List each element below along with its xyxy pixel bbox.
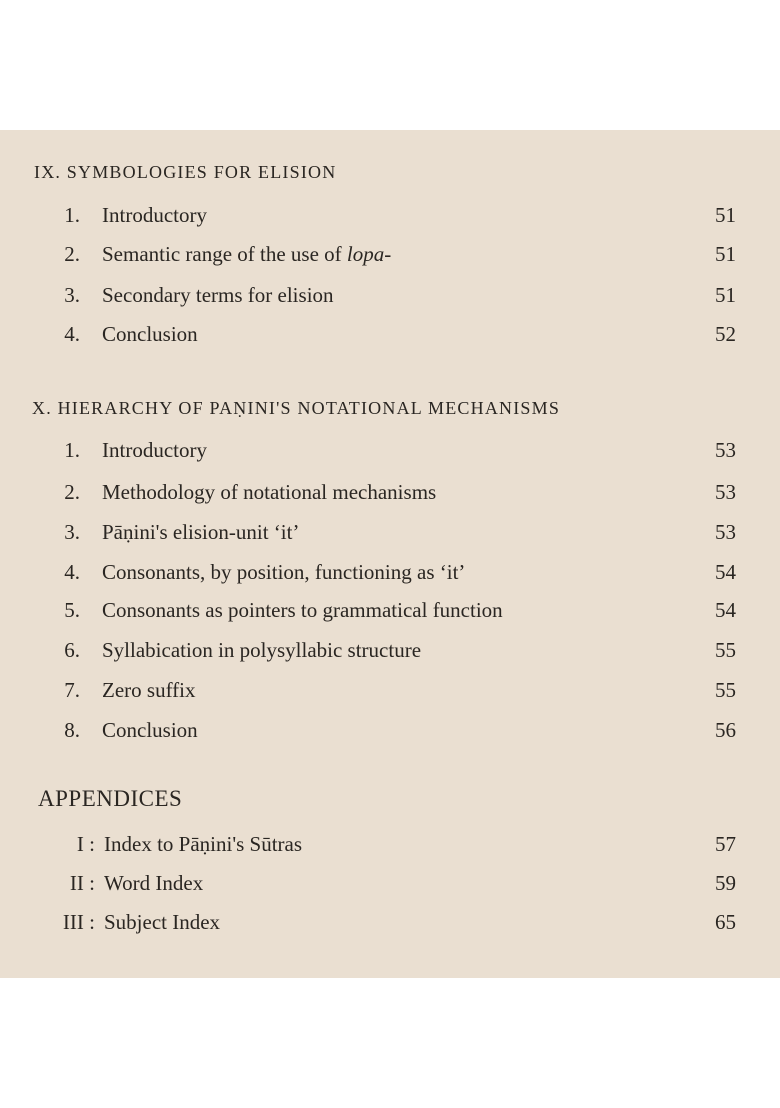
entry-title: Conclusion: [102, 322, 198, 346]
entry-page: 51: [715, 242, 736, 266]
entry-title-text: Semantic range of the use of: [102, 242, 347, 266]
toc-entry: [0, 283, 780, 313]
appendix-title: Subject Index: [104, 910, 221, 934]
entry-title: Pāṇini's elision-unit ‘it’: [102, 520, 300, 544]
appendix-entry: [0, 910, 780, 940]
entry-number: 8.: [64, 718, 80, 742]
entry-number: 2.: [64, 480, 80, 504]
appendix-page: 65: [715, 910, 736, 934]
toc-entry: [0, 203, 780, 233]
entry-number: 2.: [64, 242, 80, 266]
entry-title: Syllabication in polysyllabic structure: [102, 638, 422, 662]
appendix-number: II :: [69, 871, 95, 895]
entry-page: 51: [715, 283, 736, 307]
entry-title: Consonants, by position, functioning as ‘it’: [102, 560, 466, 584]
appendix-number: III :: [62, 910, 95, 934]
toc-entry: [0, 520, 780, 550]
entry-page: 56: [715, 718, 736, 742]
entry-page: 53: [715, 520, 736, 544]
appendix-page: 57: [715, 832, 736, 856]
appendix-entry: [0, 871, 780, 901]
entry-title: Conclusion: [102, 718, 198, 742]
appendix-page: 59: [715, 871, 736, 895]
entry-number: 1.: [64, 203, 80, 227]
entry-title: [102, 242, 391, 267]
entry-number: 4.: [64, 322, 80, 346]
entry-title-italic: lopa-: [346, 242, 392, 266]
entry-page: 51: [715, 203, 736, 227]
toc-entry: [0, 560, 780, 590]
toc-entry: [0, 678, 780, 708]
entry-number: 4.: [64, 560, 80, 584]
entry-title: Introductory: [102, 438, 207, 462]
book-page: [0, 130, 780, 978]
entry-number: 1.: [64, 438, 80, 462]
entry-page: 52: [715, 322, 736, 346]
section-heading-ix: IX. SYMBOLOGIES FOR ELISION: [34, 162, 337, 182]
entry-page: 54: [715, 560, 736, 584]
entry-title: Secondary terms for elision: [102, 283, 334, 307]
toc-entry: [0, 718, 780, 748]
toc-entry: [0, 438, 780, 468]
appendix-title: Index to Pāṇini's Sūtras: [104, 832, 303, 856]
section-heading-x: X. HIERARCHY OF PAṆINI'S NOTATIONAL MECHANISMS: [32, 398, 561, 418]
entry-page: 53: [715, 438, 736, 462]
toc-entry: [0, 638, 780, 668]
toc-entry: [0, 598, 780, 628]
entry-title: Zero suffix: [102, 678, 196, 702]
entry-page: 54: [715, 598, 736, 622]
entry-page: 55: [715, 678, 736, 702]
entry-title: Consonants as pointers to grammatical function: [102, 598, 503, 622]
entry-number: 7.: [64, 678, 80, 702]
entry-title: Introductory: [102, 203, 207, 227]
entry-page: 55: [715, 638, 736, 662]
entry-number: 3.: [64, 283, 80, 307]
toc-entry: [0, 322, 780, 352]
entry-number: 5.: [64, 598, 80, 622]
entry-page: 53: [715, 480, 736, 504]
appendices-heading: APPENDICES: [38, 786, 183, 811]
toc-entry: [0, 242, 780, 272]
toc-entry: [0, 480, 780, 510]
appendix-number: I :: [76, 832, 95, 856]
appendix-title: Word Index: [104, 871, 204, 895]
entry-title: Methodology of notational mechanisms: [102, 480, 437, 504]
entry-number: 6.: [64, 638, 80, 662]
entry-number: 3.: [64, 520, 80, 544]
appendix-entry: [0, 832, 780, 862]
